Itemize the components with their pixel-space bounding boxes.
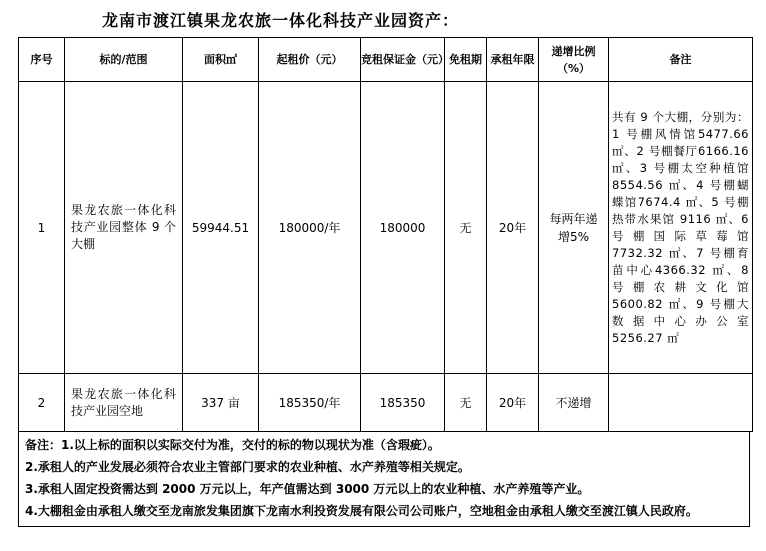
cell-target: 果龙农旅一体化科技产业园整体 9 个大棚 [65,82,183,374]
note-line-2: 2.承租人的产业发展必须符合农业主管部门要求的农业种植、水产养殖等相关规定。 [25,460,470,474]
header-free-period: 免租期 [445,38,487,82]
cell-start-rent: 180000/年 [259,82,361,374]
cell-remarks [609,374,753,432]
cell-increase: 每两年递增5% [539,82,609,374]
asset-table [18,37,753,432]
cell-free-period: 无 [445,82,487,374]
cell-start-rent: 185350/年 [259,374,361,432]
note-line-3: 3.承租人固定投资需达到 2000 万元以上，年产值需达到 3000 万元以上的农业种植、水产养殖等产业。 [25,482,590,496]
table-row [19,374,753,432]
header-term: 承租年限 [487,38,539,82]
cell-area: 59944.51 [183,82,259,374]
header-deposit: 竞租保证金（元） [361,38,445,82]
header-increase: 递增比例（%） [539,38,609,82]
table-header-row [19,38,753,82]
cell-area: 337 亩 [183,374,259,432]
header-area: 面积㎡ [183,38,259,82]
cell-no: 2 [19,374,65,432]
note-line-4: 4.大棚租金由承租人缴交至龙南旅发集团旗下龙南水利投资发展有限公司公司账户，空地租金由承租人缴交至渡江镇人民政府。 [25,504,698,518]
cell-deposit: 185350 [361,374,445,432]
cell-target: 果龙农旅一体化科技产业园空地 [65,374,183,432]
header-target: 标的/范围 [65,38,183,82]
header-remarks: 备注 [609,38,753,82]
cell-increase: 不递增 [539,374,609,432]
cell-deposit: 180000 [361,82,445,374]
cell-term: 20年 [487,82,539,374]
cell-remarks: 共有 9 个大棚，分别为：1 号棚风情馆5477.66 ㎡、2 号棚餐厅6166.16 ㎡、3 号棚太空种植馆 8554.56 ㎡、4 号棚蝴蝶馆7674.4 ㎡、5 号棚热带水果馆 9116 ㎡、6 号棚国际草莓馆 7732.32 ㎡、7 号棚育苗中心4366.32 ㎡、8 号棚农耕文化馆 5600.82 ㎡、9 号棚大数据中心办公室 5256.27 ㎡ [609,82,753,374]
cell-free-period: 无 [445,374,487,432]
table-row [19,82,753,374]
page-title: 龙南市渡江镇果龙农旅一体化科技产业园资产： [102,11,460,30]
note-line-1: 备注：1.以上标的面积以实际交付为准，交付的标的物以现状为准（含瑕疵）。 [25,438,440,452]
header-start-rent: 起租价（元） [259,38,361,82]
header-no: 序号 [19,38,65,82]
notes-section [18,431,750,527]
cell-term: 20年 [487,374,539,432]
cell-no: 1 [19,82,65,374]
